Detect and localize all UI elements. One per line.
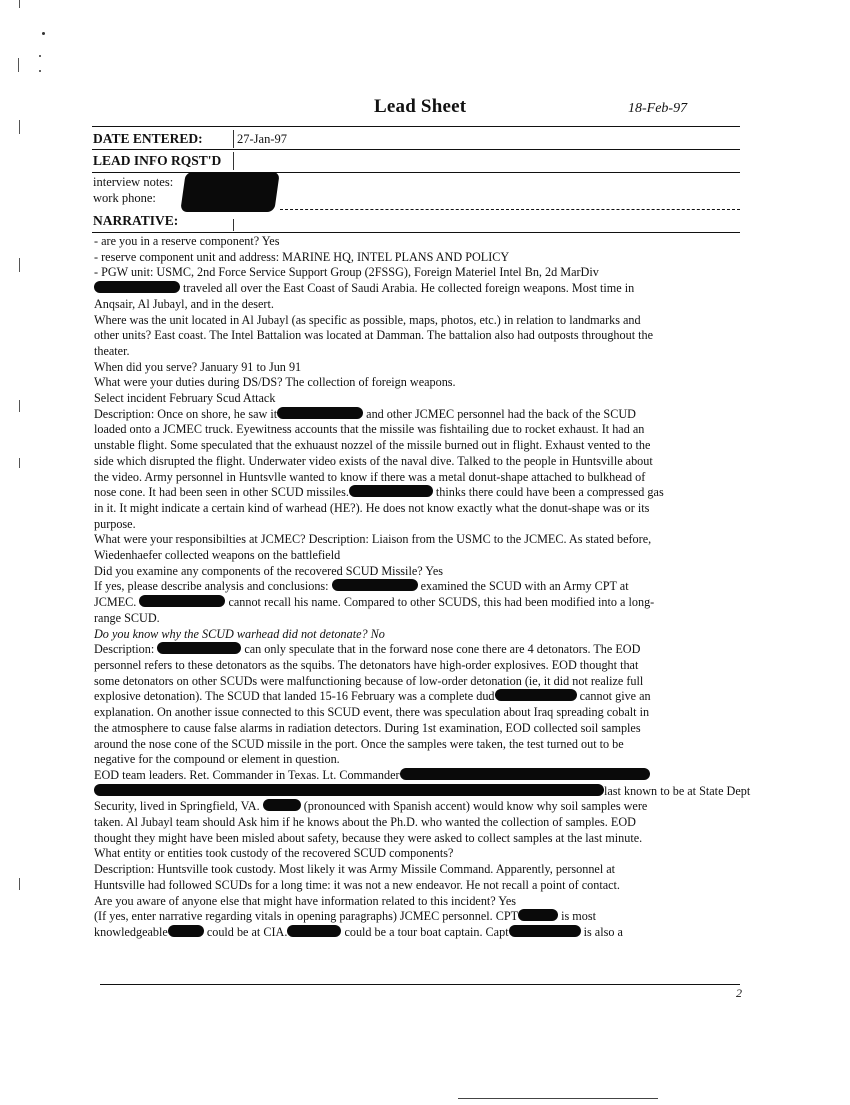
- field-separator: [233, 130, 234, 148]
- narrative-body: [94, 234, 751, 941]
- text-fragment: EOD team leaders. Ret. Commander in Texas. Lt. Commander: [94, 767, 400, 782]
- redaction-block: [263, 799, 301, 811]
- narrative-line: [94, 783, 751, 800]
- field-separator: [233, 152, 234, 170]
- text-fragment: Description: Once on shore, he saw it: [94, 406, 278, 421]
- divider: [100, 984, 740, 985]
- narrative-line: [94, 485, 740, 501]
- narrative-line: [94, 768, 740, 784]
- lead-info-label: LEAD INFO RQST'D: [93, 153, 222, 168]
- divider: [92, 232, 740, 233]
- narrative-line: Description: Huntsville took custody. Most likely it was Army Missile Command. Apparently, personnel at: [94, 862, 616, 877]
- margin-dot: [42, 32, 45, 35]
- narrative-line: - reserve component unit and address: MARINE HQ, INTEL PLANS AND POLICY: [94, 249, 510, 264]
- narrative-line: Wiedenhaefer collected weapons on the battlefield: [94, 548, 341, 563]
- margin-mark: [19, 120, 20, 134]
- redaction-block: [139, 595, 225, 607]
- narrative-line: Select incident February Scud Attack: [94, 391, 276, 406]
- narrative-line: [94, 925, 740, 941]
- narrative-line: [94, 642, 740, 658]
- redaction-block: [94, 784, 604, 796]
- divider: [280, 209, 740, 210]
- narrative-line: Huntsville had followed SCUDs for a long time: it was not a new endeavor. He not recall a point of contact.: [94, 877, 620, 892]
- redaction-block: [94, 281, 180, 293]
- text-fragment: Security, lived in Springfield, VA.: [94, 799, 263, 814]
- narrative-line: Did you examine any components of the recovered SCUD Missile? Yes: [94, 563, 443, 578]
- narrative-line: - are you in a reserve component? Yes: [94, 234, 280, 248]
- narrative-line: [94, 407, 740, 423]
- divider: [92, 149, 740, 150]
- narrative-line: Where was the unit located in Al Jubayl (as specific as possible, maps, photos, etc.) in relation to landmarks and: [94, 312, 641, 327]
- redaction-block: [277, 407, 363, 419]
- text-fragment: JCMEC.: [94, 595, 140, 610]
- narrative-line: Anqsair, Al Jubayl, and in the desert.: [94, 296, 274, 311]
- redaction-block: [157, 642, 241, 654]
- margin-mark: [19, 878, 20, 890]
- narrative-line: unstable flight. Some speculated that the exhuaust nozzel of the missile burned out in flight. Exhaust vented to the: [94, 438, 651, 453]
- redaction-block: [332, 579, 418, 591]
- narrative-line: [94, 799, 740, 815]
- narrative-line: personnel refers to these detonators as the squibs. The detonators have high-order explosives. EOD thought that: [94, 657, 639, 672]
- text-fragment: explosive detonation). The SCUD that landed 15-16 February was a complete dud: [94, 689, 495, 704]
- narrative-line: purpose.: [94, 516, 136, 531]
- work-phone-label: work phone:: [93, 191, 156, 205]
- text-fragment: could be at CIA.: [203, 924, 288, 939]
- text-fragment: If yes, please describe analysis and conclusions:: [94, 579, 332, 594]
- field-separator: [233, 219, 234, 231]
- text-fragment: Description:: [94, 642, 158, 657]
- margin-dot: [39, 70, 41, 72]
- margin-dot: [39, 55, 41, 57]
- narrative-line: - PGW unit: USMC, 2nd Force Service Support Group (2FSSG), Foreign Materiel Intel Bn, 2d MarDiv: [94, 265, 599, 280]
- redaction-block: [180, 172, 280, 212]
- narrative-label: NARRATIVE:: [93, 213, 179, 228]
- page-number: 2: [736, 986, 742, 1000]
- narrative-line: [94, 579, 740, 595]
- text-fragment: examined the SCUD with an Army CPT at: [417, 579, 629, 594]
- header-date: 18-Feb-97: [628, 101, 688, 116]
- text-fragment: cannot give an: [576, 689, 651, 704]
- text-fragment: traveled all over the East Coast of Saudi Arabia. He collected foreign weapons. Most time in: [180, 281, 635, 296]
- narrative-line: [94, 595, 740, 611]
- narrative-line: negative for the compound or element in question.: [94, 752, 340, 767]
- text-fragment: (pronounced with Spanish accent) would know why soil samples were: [300, 799, 648, 814]
- margin-mark: [19, 400, 20, 412]
- text-fragment: cannot recall his name. Compared to other SCUDS, this had been modified into a long-: [225, 595, 655, 610]
- narrative-line: [94, 281, 740, 297]
- text-fragment: can only speculate that in the forward nose cone there are 4 detonators. The EOD: [241, 642, 641, 657]
- redaction-block: [509, 925, 581, 937]
- narrative-line: thought they might have been misled about safety, because they were asked to collect samples at the last minute.: [94, 830, 643, 845]
- text-fragment: is also a: [580, 924, 623, 939]
- narrative-line: When did you serve? January 91 to Jun 91: [94, 359, 302, 374]
- narrative-line: explanation. On another issue connected to this SCUD event, there was speculation about Iraq spreading cobalt in: [94, 705, 650, 720]
- narrative-line: other units? East coast. The Intel Battalion was located at Damman. The battalion also had outposts throughout the: [94, 328, 654, 343]
- narrative-line: the video. Army personnel in Huntsvlle wanted to know if there was a metal donut-shape attached to bulkhead of: [94, 469, 646, 484]
- redaction-block: [518, 909, 558, 921]
- redaction-block: [495, 689, 577, 701]
- date-entered-label: DATE ENTERED:: [93, 131, 203, 146]
- narrative-line: Do you know why the SCUD warhead did not detonate? No: [94, 626, 385, 641]
- margin-mark: [18, 58, 19, 72]
- margin-mark: [19, 0, 20, 8]
- text-fragment: could be a tour boat captain. Capt: [341, 924, 509, 939]
- margin-mark: [19, 458, 20, 468]
- margin-mark: [19, 258, 20, 272]
- narrative-line: What entity or entities took custody of the recovered SCUD components?: [94, 846, 454, 861]
- text-fragment: (If yes, enter narrative regarding vitals in opening paragraphs) JCMEC personnel. CPT: [94, 909, 519, 924]
- text-fragment: last known to be at State Dept: [604, 783, 751, 798]
- narrative-line: [94, 909, 740, 925]
- interview-notes-label: interview notes:: [93, 175, 174, 189]
- narrative-line: the atmosphere to cause false alarms in radiation detectors. During 1st examination, EOD collected soil samples: [94, 720, 641, 735]
- narrative-line: around the nose cone of the SCUD missile in the port. Once the samples were taken, the test turned out to be: [94, 736, 624, 751]
- narrative-line: taken. Al Jubayl team should Ask him if he knows about the Ph.D. who wanted the collection of samples. EOD: [94, 815, 636, 830]
- text-fragment: knowledgeable: [94, 924, 168, 939]
- redaction-block: [400, 768, 650, 780]
- date-entered-value: 27-Jan-97: [237, 132, 287, 146]
- narrative-line: What were your responsibilties at JCMEC? Description: Liaison from the USMC to the JCMEC. As stated before,: [94, 532, 652, 547]
- narrative-line: in it. It might indicate a certain kind of warhead (HE?). He does not know exactly what the donut-shape was or its: [94, 500, 650, 515]
- text-fragment: nose cone. It had been seen in other SCUD missiles.: [94, 485, 349, 500]
- divider: [92, 126, 740, 127]
- text-fragment: thinks there could have been a compressed gas: [432, 485, 664, 500]
- narrative-line: theater.: [94, 343, 130, 358]
- narrative-line: loaded onto a JCMEC truck. Eyewitness accounts that the missile was fishtailing due to rocket exhaust. It had an: [94, 422, 645, 437]
- redaction-block: [349, 485, 433, 497]
- text-fragment: and other JCMEC personnel had the back of the SCUD: [363, 406, 636, 421]
- narrative-line: side which disrupted the flight. Underwater video exists of the naval dive. Talked to the people in Huntsville about: [94, 453, 653, 468]
- narrative-line: some detonators on other SCUDs were malfunctioning because of low-order detonation (ie, it did not realize full: [94, 673, 644, 688]
- narrative-line: [94, 689, 740, 705]
- narrative-line: What were your duties during DS/DS? The collection of foreign weapons.: [94, 375, 456, 390]
- footer-line: [458, 1098, 658, 1099]
- narrative-line: Are you aware of anyone else that might have information related to this incident? Yes: [94, 893, 517, 908]
- page-title: Lead Sheet: [374, 96, 467, 117]
- narrative-line: range SCUD.: [94, 610, 160, 625]
- redaction-block: [168, 925, 204, 937]
- redaction-block: [287, 925, 341, 937]
- text-fragment: is most: [558, 909, 597, 924]
